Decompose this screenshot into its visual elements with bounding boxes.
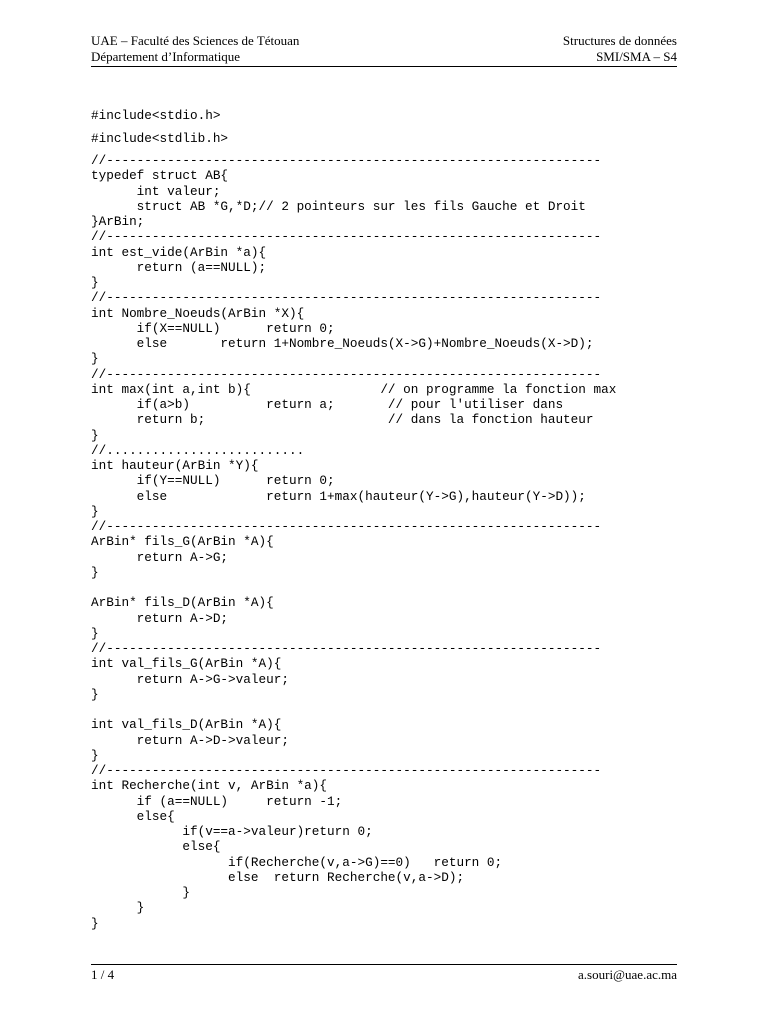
code-line: else return 1+max(hauteur(Y->G),hauteur(Y->D));	[91, 489, 586, 504]
code-line: }	[91, 565, 99, 580]
code-line: }	[91, 687, 99, 702]
code-line: //-----------------------------------------------------------------	[91, 290, 602, 305]
code-line: if(v==a->valeur)return 0;	[91, 824, 373, 839]
code-line: }ArBin;	[91, 214, 145, 229]
header-course: Structures de données	[562, 33, 677, 48]
code-line: int Nombre_Noeuds(ArBin *X){	[91, 306, 305, 321]
code-line: ArBin* fils_G(ArBin *A){	[91, 534, 274, 549]
code-line: return b; // dans la fonction hauteur	[91, 412, 594, 427]
code-line: else return 1+Nombre_Noeuds(X->G)+Nombre_Noeuds(X->D);	[91, 336, 594, 351]
page-header	[91, 32, 677, 67]
code-line: if(Recherche(v,a->G)==0) return 0;	[91, 855, 503, 870]
header-institution: UAE – Faculté des Sciences de Tétouan	[91, 33, 300, 48]
code-line: return (a==NULL);	[91, 260, 267, 275]
header-section: SMI/SMA – S4	[596, 49, 677, 64]
page-footer	[91, 964, 677, 985]
code-line: else return Recherche(v,a->D);	[91, 870, 465, 885]
code-line: //-----------------------------------------------------------------	[91, 763, 602, 778]
code-line: #include<stdlib.h>	[91, 131, 229, 146]
code-line: //-----------------------------------------------------------------	[91, 641, 602, 656]
header-line-1	[91, 33, 677, 49]
code-line: }	[91, 275, 99, 290]
code-line: }	[91, 900, 145, 915]
code-line: else{	[91, 809, 175, 824]
header-line-2	[91, 49, 677, 65]
code-line: //-----------------------------------------------------------------	[91, 229, 602, 244]
author-email: a.souri@uae.ac.ma	[578, 967, 677, 982]
code-line: //-----------------------------------------------------------------	[91, 519, 602, 534]
code-line: else{	[91, 839, 221, 854]
code-line: typedef struct AB{	[91, 168, 229, 183]
header-department: Département d’Informatique	[91, 49, 241, 64]
code-line: if(a>b) return a; // pour l'utiliser dans	[91, 397, 564, 412]
code-line: int Recherche(int v, ArBin *a){	[91, 778, 328, 793]
code-line: return A->D;	[91, 611, 229, 626]
code-line: }	[91, 748, 99, 763]
code-line: return A->D->valeur;	[91, 733, 289, 748]
code-line: int est_vide(ArBin *a){	[91, 245, 267, 260]
code-line: }	[91, 885, 190, 900]
code-line: int val_fils_D(ArBin *A){	[91, 717, 282, 732]
code-line: //..........................	[91, 443, 305, 458]
code-line: //-----------------------------------------------------------------	[91, 153, 602, 168]
code-line: }	[91, 504, 99, 519]
code-line: }	[91, 626, 99, 641]
code-line: }	[91, 351, 99, 366]
code-line: if(Y==NULL) return 0;	[91, 473, 335, 488]
code-line: struct AB *G,*D;// 2 pointeurs sur les fils Gauche et Droit	[91, 199, 586, 214]
code-line: int max(int a,int b){ // on programme la fonction max	[91, 382, 617, 397]
code-line: //-----------------------------------------------------------------	[91, 367, 602, 382]
code-line: int hauteur(ArBin *Y){	[91, 458, 259, 473]
code-line: if (a==NULL) return -1;	[91, 794, 343, 809]
code-line: ArBin* fils_D(ArBin *A){	[91, 595, 274, 610]
code-line: int val_fils_G(ArBin *A){	[91, 656, 282, 671]
code-line: return A->G->valeur;	[91, 672, 289, 687]
code-line: }	[91, 916, 99, 931]
code-line: return A->G;	[91, 550, 229, 565]
code-line: if(X==NULL) return 0;	[91, 321, 335, 336]
code-line: #include<stdio.h>	[91, 108, 221, 123]
code-line: int valeur;	[91, 184, 221, 199]
code-line: }	[91, 428, 99, 443]
page-number: 1 / 4	[91, 967, 115, 982]
